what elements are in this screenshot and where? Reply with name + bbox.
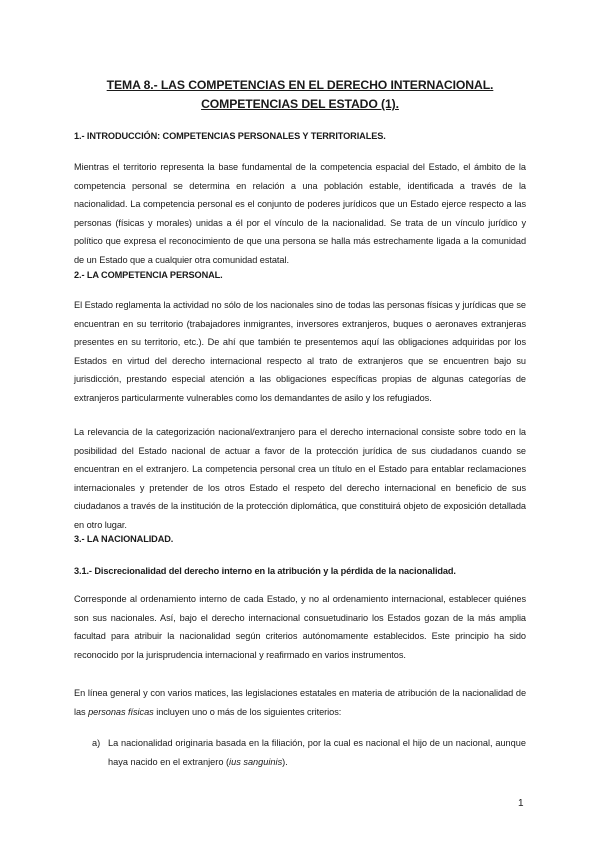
section-2-paragraph-2: La relevancia de la categorización nacional/extranjero para el derecho internacional consiste sobre todo en la posibilidad del Estado nacional de actuar a favor de la protección jurídica de sus ciudadanos cuando se encuentran en el extranjero. La competencia personal crea un título en el Estado para entablar reclamaciones internacionales y pretender de los otros Estado el respeto del derecho internacional en beneficio de sus ciudadanos a través de la institución de la protección diplomática, que constituirá objeto de exposición detallada en otro lugar. — [74, 427, 526, 530]
emphasis-ius-sanguinis: ius sanguinis — [229, 756, 283, 767]
paragraph-text-start: En línea general y con varios matices, las legislaciones estatales en materia de atribución de la nacionalidad de las — [74, 688, 526, 717]
section-1-paragraph: Mientras el territorio representa la base fundamental de la competencia espacial del Estado, el ámbito de la competencia personal se determina en relación a una población estable, identificada a través de la nacionalidad. La competencia personal es el conjunto de poderes jurídicos que un Estado ejerce respecto a las personas (físicas y morales) unidas a él por el vínculo de la nacionalidad. Se trata de un vínculo jurídico y político que expresa el reconocimiento de que una persona se halla más estrechamente ligada a la comunidad de un Estado que a cualquier otra comunidad estatal. — [74, 162, 526, 265]
section-2-heading: 2.- LA COMPETENCIA PERSONAL. — [74, 270, 223, 280]
section-3-1-paragraph-2 — [74, 684, 526, 721]
section-2-paragraph-1: El Estado reglamenta la actividad no sólo de los nacionales sino de todas las personas físicas y jurídicas que se encuentran en su territorio (trabajadores inmigrantes, inversores extranjeros, buques o aeronaves extranjeras presentes en su territorio, etc.). De ahí que también te presentemos aquí las obligaciones adquiridas por los Estados en virtud del derecho internacional respecto al trato de extranjeros que se encuentren bajo su jurisdicción, prestando especial atención a las obligaciones específicas propias de algunas categorías de extranjeros particularmente vulnerables como los demandantes de asilo y los refugiados. — [74, 300, 526, 403]
section-3-1-paragraph-1: Corresponde al ordenamiento interno de cada Estado, y no al ordenamiento internacional, establecer quiénes son sus nacionales. Así, bajo el derecho internacional consuetudinario los Estados gozan de la más amplia facultad para atribuir la nacionalidad según criterios autónomamente establecidos. Este principio ha sido reconocido por la jurisprudencia internacional y reafirmado en varios instrumentos. — [74, 594, 526, 660]
emphasis-personas-fisicas: personas físicas — [88, 706, 154, 717]
section-1-heading: 1.- INTRODUCCIÓN: COMPETENCIAS PERSONALES Y TERRITORIALES. — [74, 131, 386, 141]
page-number: 1 — [518, 798, 524, 809]
document-title-line-1: TEMA 8.- LAS COMPETENCIAS EN EL DERECHO INTERNACIONAL. — [106, 78, 494, 92]
list-item-a-text — [108, 734, 526, 771]
section-3-heading: 3.- LA NACIONALIDAD. — [74, 534, 174, 544]
list-text-start: La nacionalidad originaria basada en la filiación, por la cual es nacional el hijo de un nacional, aunque haya nacido en el extranjero ( — [108, 738, 526, 767]
paragraph-text-end: incluyen uno o más de los siguientes criterios: — [153, 706, 342, 717]
section-3-1-heading: 3.1.- Discrecionalidad del derecho interno en la atribución y la pérdida de la nacionalidad. — [74, 566, 456, 576]
list-text-end: ). — [282, 756, 288, 767]
list-marker-a: a) — [92, 738, 101, 748]
document-title-line-2: COMPETENCIAS DEL ESTADO (1). — [201, 97, 399, 111]
